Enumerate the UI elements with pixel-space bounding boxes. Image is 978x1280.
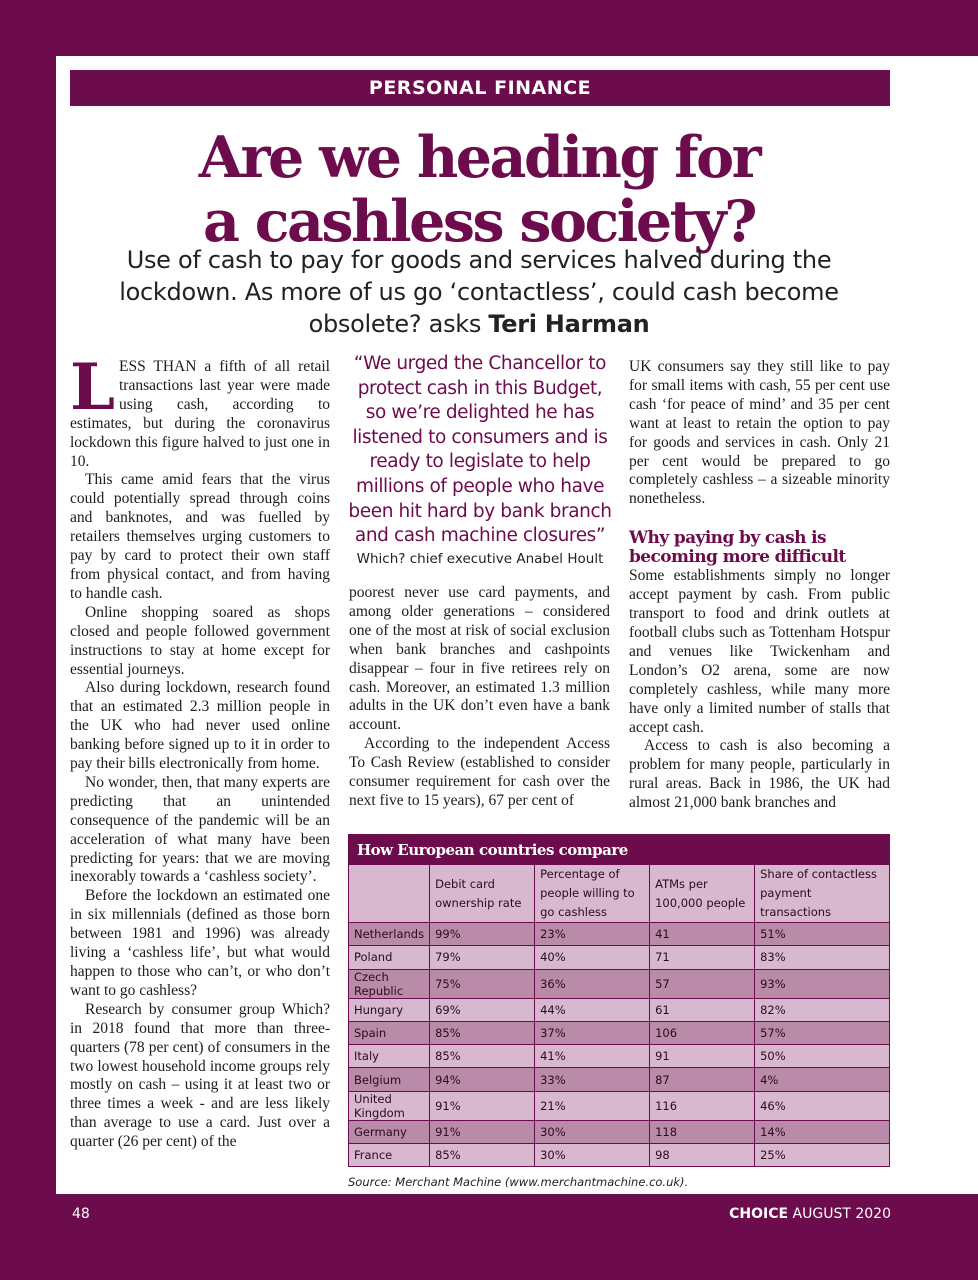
table-source: Source: Merchant Machine (www.merchantmachine.co.uk). bbox=[348, 1175, 689, 1190]
paragraph: This came amid fears that the virus could potentially spread through coins and banknotes, and was fuelled by retailers themselves urging customers to pay by card to protect their own staff from physical contact, and from having to handle cash. bbox=[70, 471, 330, 602]
table-cell-value: 83% bbox=[755, 946, 890, 969]
table-cell-value: 25% bbox=[755, 1144, 890, 1167]
table-cell-country: Netherlands bbox=[349, 923, 430, 946]
table-cell-value: 61 bbox=[650, 998, 755, 1021]
table-row bbox=[349, 1021, 890, 1044]
table-cell-country: Hungary bbox=[349, 998, 430, 1021]
table-cell-value: 41% bbox=[535, 1045, 650, 1068]
table-row bbox=[349, 1091, 890, 1120]
table-cell-value: 40% bbox=[535, 946, 650, 969]
table-cell-country: France bbox=[349, 1144, 430, 1167]
table-cell-value: 30% bbox=[535, 1120, 650, 1143]
paragraph: Online shopping soared as shops closed and people followed government instructions to stay at home except for essential journeys. bbox=[70, 603, 330, 678]
table-cell-value: 118 bbox=[650, 1120, 755, 1143]
comparison-table bbox=[348, 834, 890, 1167]
table-title: How European countries compare bbox=[349, 835, 890, 865]
pull-quote bbox=[346, 352, 614, 567]
paragraph bbox=[70, 350, 330, 471]
paragraph: poorest never use card payments, and among older generations – considered one of the most at risk of social exclusion when bank branches and cashpoints disappear – four in five retirees rely on cash. Moreover, an estimated 1.3 million adults in the UK don’t even have a bank account. bbox=[349, 584, 610, 734]
table-cell-value: 23% bbox=[535, 923, 650, 946]
table-header-country bbox=[349, 865, 430, 923]
comparison-table-box bbox=[348, 834, 890, 1189]
paragraph: Research by consumer group Which? in 2018 found that more than three-quarters (78 per cent) of consumers in the two lowest household income groups rely mostly on cash – using it at least two or three times a week - and are less likely than average to use a card. Just over a quarter (26 per cent) of the bbox=[70, 1000, 330, 1151]
table-cell-value: 46% bbox=[755, 1091, 890, 1120]
table-cell-value: 106 bbox=[650, 1021, 755, 1044]
table-cell-value: 93% bbox=[755, 969, 890, 998]
pull-quote-text: “We urged the Chancellor to protect cash in this Budget, so we’re delighted he has listened to consumers and is ready to legislate to help millions of people who have been hit hard by bank branch and cash machine closures” bbox=[348, 353, 612, 547]
table-cell-country: Poland bbox=[349, 946, 430, 969]
author-name: Teri Harman bbox=[488, 310, 650, 338]
table-cell-value: 21% bbox=[535, 1091, 650, 1120]
table-row bbox=[349, 1068, 890, 1091]
page-footer bbox=[0, 1194, 978, 1280]
article-page bbox=[56, 56, 978, 1194]
table-cell-value: 51% bbox=[755, 923, 890, 946]
table-row bbox=[349, 969, 890, 998]
table-cell-value: 14% bbox=[755, 1120, 890, 1143]
table-cell-value: 36% bbox=[535, 969, 650, 998]
table-cell-country: Italy bbox=[349, 1045, 430, 1068]
standfirst-text: Use of cash to pay for goods and services halved during the lockdown. As more of us go ‘contactless’, could cash become obsolete? asks bbox=[119, 246, 839, 338]
table-cell-value: 91 bbox=[650, 1045, 755, 1068]
table-cell-value: 94% bbox=[430, 1068, 535, 1091]
subheading: Why paying by cash is becoming more difficult bbox=[629, 528, 846, 568]
paragraph: According to the independent Access To Cash Review (established to consider consumer requirement for cash over the next five to 15 years), 67 per cent of bbox=[349, 735, 610, 809]
table-cell-value: 82% bbox=[755, 998, 890, 1021]
table-cell-value: 71 bbox=[650, 946, 755, 969]
table-cell-value: 4% bbox=[755, 1068, 890, 1091]
drop-cap: L bbox=[70, 350, 115, 425]
magazine-name: CHOICE bbox=[729, 1206, 789, 1222]
table-cell-country: Germany bbox=[349, 1120, 430, 1143]
paragraph: Before the lockdown an estimated one in six millennials (defined as those born between 1981 and 1996) was already living a ‘cashless life’, but what would happen to those who can’t, or who don’t want to go cashless? bbox=[70, 887, 330, 999]
table-cell-value: 79% bbox=[430, 946, 535, 969]
magazine-issue bbox=[729, 1206, 891, 1222]
table-cell-value: 99% bbox=[430, 923, 535, 946]
table-cell-country: Belgium bbox=[349, 1068, 430, 1091]
table-cell-value: 41 bbox=[650, 923, 755, 946]
table-cell-value: 57 bbox=[650, 969, 755, 998]
table-header-contactless: Share of contactless payment transactions bbox=[755, 865, 890, 923]
pull-quote-attribution: Which? chief executive Anabel Hoult bbox=[356, 550, 604, 567]
table-cell-value: 33% bbox=[535, 1068, 650, 1091]
table-cell-value: 85% bbox=[430, 1045, 535, 1068]
table-cell-value: 116 bbox=[650, 1091, 755, 1120]
table-row bbox=[349, 1120, 890, 1143]
paragraph: Also during lockdown, research found that an estimated 2.3 million people in the UK who had never used online banking before signed up to it in order to pay their bills electronically from home. bbox=[70, 679, 330, 773]
page-number: 48 bbox=[72, 1206, 90, 1222]
table-row bbox=[349, 946, 890, 969]
table-header-cashless: Percentage of people willing to go cashless bbox=[535, 865, 650, 923]
paragraph-text: ESS THAN a fifth of all retail transactions last year were made using cash, according to estimates, but during the coronavirus lockdown this figure halved to just one in 10. bbox=[70, 358, 330, 470]
column-2 bbox=[349, 584, 610, 811]
paragraph: No wonder, then, that many experts are predicting that an unintended consequence of the pandemic will be an acceleration of what many have been predicting for years: that we are moving inexorably towards a ‘cashless society’. bbox=[70, 773, 330, 886]
table-cell-value: 87 bbox=[650, 1068, 755, 1091]
issue-date: AUGUST 2020 bbox=[788, 1206, 891, 1222]
paragraph: UK consumers say they still like to pay for small items with cash, 55 per cent use cash ‘for peace of mind’ and 35 per cent want at least to retain the option to pay for goods and services in cash. Only 21 per cent would be prepared to go completely cashless – a sizeable minority nonetheless. bbox=[629, 358, 890, 508]
table-cell-country: Spain bbox=[349, 1021, 430, 1044]
table-cell-value: 50% bbox=[755, 1045, 890, 1068]
column-3 bbox=[629, 358, 890, 813]
table-row bbox=[349, 1144, 890, 1167]
table-header-atms: ATMs per 100,000 people bbox=[650, 865, 755, 923]
table-cell-value: 91% bbox=[430, 1091, 535, 1120]
table-cell-value: 85% bbox=[430, 1021, 535, 1044]
headline bbox=[56, 126, 902, 254]
table-cell-value: 69% bbox=[430, 998, 535, 1021]
table-cell-value: 57% bbox=[755, 1021, 890, 1044]
standfirst bbox=[96, 244, 862, 340]
section-label: PERSONAL FINANCE bbox=[70, 70, 890, 106]
paragraph: Access to cash is also becoming a problem for many people, particularly in rural areas. Back in 1986, the UK had almost 21,000 bank branches and bbox=[629, 737, 890, 812]
table-cell-value: 44% bbox=[535, 998, 650, 1021]
paragraph: Some establishments simply no longer accept payment by cash. From public transport to food and drink outlets at football clubs such as Tottenham Hotspur and venues like Twickenham and London’s O2 arena, some are now completely cashless, while many more have only a limited number of stalls that accept cash. bbox=[629, 567, 890, 736]
table-row bbox=[349, 998, 890, 1021]
table-cell-value: 30% bbox=[535, 1144, 650, 1167]
headline-line-2: a cashless society? bbox=[203, 188, 755, 255]
table-cell-value: 75% bbox=[430, 969, 535, 998]
table-header-debit: Debit card ownership rate bbox=[430, 865, 535, 923]
table-cell-value: 98 bbox=[650, 1144, 755, 1167]
table-row bbox=[349, 923, 890, 946]
table-body bbox=[349, 923, 890, 1167]
table-cell-value: 91% bbox=[430, 1120, 535, 1143]
table-cell-country: United Kingdom bbox=[349, 1091, 430, 1120]
table-cell-country: Czech Republic bbox=[349, 969, 430, 998]
column-1 bbox=[70, 350, 330, 1152]
table-cell-value: 85% bbox=[430, 1144, 535, 1167]
table-cell-value: 37% bbox=[535, 1021, 650, 1044]
headline-line-1: Are we heading for bbox=[198, 124, 760, 191]
table-row bbox=[349, 1045, 890, 1068]
